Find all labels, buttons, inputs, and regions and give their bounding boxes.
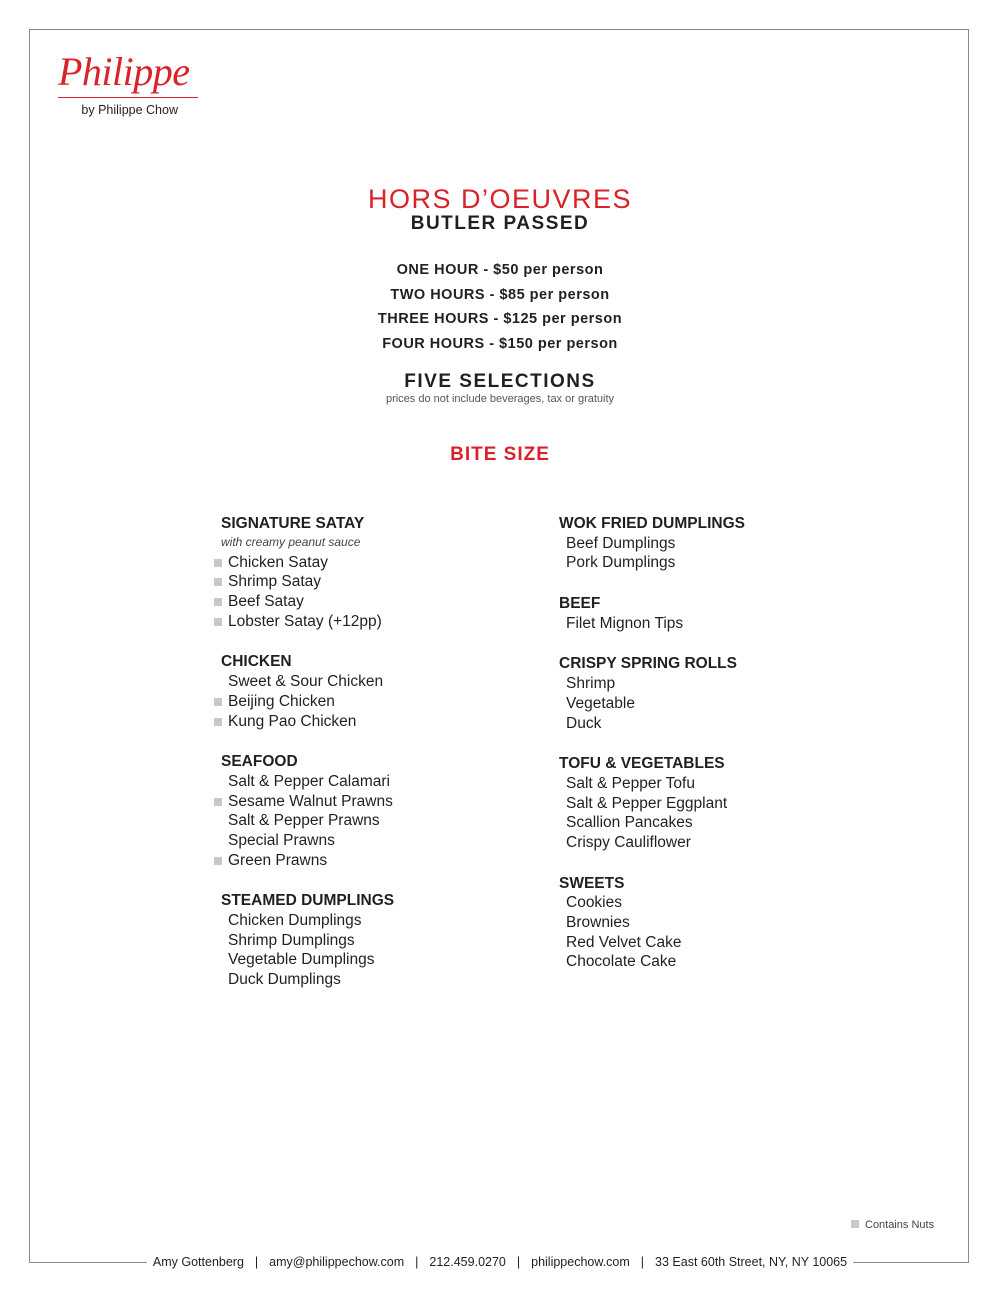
menu-item: [559, 614, 879, 634]
menu-item-label: Green Prawns: [228, 851, 328, 869]
menu-item: [221, 672, 541, 692]
price-line: FOUR HOURS - $150 per person: [382, 335, 618, 352]
contact-phone[interactable]: 212.459.0270: [429, 1255, 506, 1269]
menu-item: [221, 970, 541, 990]
menu-item: [559, 913, 879, 933]
menu-column-right: [559, 514, 879, 993]
menu-item: [559, 674, 879, 694]
menu-item-label: Crispy Cauliflower: [566, 833, 691, 851]
footer-separator: |: [640, 1255, 645, 1269]
page-subtitle: BUTLER PASSED: [410, 213, 590, 234]
menu-category: [559, 874, 879, 972]
menu-item-label: Sesame Walnut Prawns: [228, 792, 393, 810]
menu-item-label: Cookies: [566, 894, 622, 912]
menu-item-label: Salt & Pepper Eggplant: [566, 794, 728, 812]
menu-category: [221, 891, 541, 989]
menu-item: [559, 893, 879, 913]
menu-item: [221, 831, 541, 851]
nut-marker-icon: [214, 618, 222, 626]
selections-heading: FIVE SELECTIONS: [404, 371, 596, 392]
menu-item: [559, 694, 879, 714]
menu-item: [221, 592, 541, 612]
menu-category: [559, 514, 879, 573]
category-subtitle: with creamy peanut sauce: [221, 534, 361, 549]
contact-name: Amy Gottenberg: [152, 1255, 244, 1269]
menu-item-label: Scallion Pancakes: [566, 814, 693, 832]
menu-item-label: Shrimp: [566, 675, 616, 693]
menu-item-label: Beijing Chicken: [228, 692, 335, 710]
menu-item: [221, 811, 541, 831]
page-title: HORS D’OEUVRES: [367, 184, 633, 214]
pricing-note: prices do not include beverages, tax or gratuity: [385, 393, 615, 405]
nuts-legend: [851, 1219, 934, 1231]
menu-item-label: Chocolate Cake: [566, 953, 677, 971]
category-title: TOFU & VEGETABLES: [559, 755, 725, 773]
menu-item: [221, 553, 541, 573]
menu-item: [221, 911, 541, 931]
nut-marker-icon: [214, 598, 222, 606]
footer-separator: |: [516, 1255, 521, 1269]
menu-item-label: Salt & Pepper Prawns: [228, 812, 380, 830]
nut-marker-icon: [214, 698, 222, 706]
menu-item-label: Sweet & Sour Chicken: [228, 673, 384, 691]
menu-item: [559, 794, 879, 814]
menu-item-label: Shrimp Dumplings: [228, 931, 355, 949]
menu-item-label: Duck: [566, 714, 602, 732]
menu-item-label: Pork Dumplings: [566, 554, 676, 572]
category-title: CRISPY SPRING ROLLS: [559, 655, 737, 673]
menu-item-label: Beef Satay: [228, 593, 304, 611]
category-title: BEEF: [559, 595, 601, 613]
menu-category: [559, 594, 879, 633]
price-line: ONE HOUR - $50 per person: [396, 262, 604, 278]
menu-item: [559, 534, 879, 554]
menu-item-label: Red Velvet Cake: [566, 933, 682, 951]
footer-separator: |: [254, 1255, 259, 1269]
menu-item-label: Kung Pao Chicken: [228, 712, 357, 730]
menu-category: [559, 654, 879, 733]
menu-item-label: Chicken Dumplings: [228, 912, 362, 929]
menu-item-label: Vegetable Dumplings: [228, 951, 375, 969]
category-title: CHICKEN: [221, 653, 292, 671]
menu-category: [221, 514, 541, 631]
menu-item: [559, 553, 879, 573]
section-title: BITE SIZE: [450, 444, 550, 465]
nut-marker-icon: [214, 857, 222, 865]
logo-tagline: by Philippe Chow: [81, 103, 178, 117]
legend-label: Contains Nuts: [865, 1219, 935, 1231]
menu-category: [559, 754, 879, 852]
category-title: SEAFOOD: [221, 753, 298, 771]
price-line: TWO HOURS - $85 per person: [390, 286, 610, 303]
menu-item: [221, 612, 541, 632]
nut-marker-icon: [214, 578, 222, 586]
menu-column-left: [221, 514, 541, 1011]
nut-marker-icon: [214, 718, 222, 726]
menu-category: [221, 652, 541, 731]
category-title: SIGNATURE SATAY: [221, 515, 365, 532]
menu-item: [221, 692, 541, 712]
menu-item-label: Shrimp Satay: [228, 573, 322, 591]
menu-item: [221, 712, 541, 732]
menu-item: [559, 933, 879, 953]
contact-address: 33 East 60th Street, NY, NY 10065: [655, 1255, 848, 1269]
category-title: WOK FRIED DUMPLINGS: [559, 515, 745, 532]
menu-item: [221, 792, 541, 812]
menu-item: [221, 931, 541, 951]
menu-item: [559, 813, 879, 833]
nut-marker-icon: [214, 559, 222, 567]
menu-item-label: Salt & Pepper Calamari: [228, 772, 390, 790]
menu-item-label: Beef Dumplings: [566, 534, 676, 552]
footer-separator: |: [415, 1255, 419, 1269]
category-title: SWEETS: [559, 874, 625, 892]
brand-logo: [58, 50, 200, 117]
menu-item-label: Special Prawns: [228, 831, 335, 849]
nut-marker-icon: [214, 798, 222, 806]
menu-item-label: Chicken Satay: [228, 553, 328, 571]
pricing-list: [0, 258, 1000, 356]
menu-item-label: Salt & Pepper Tofu: [566, 774, 695, 792]
category-title: STEAMED DUMPLINGS: [221, 892, 395, 910]
menu-item: [221, 772, 541, 792]
nut-marker-icon: [851, 1220, 859, 1228]
menu-item: [559, 833, 879, 853]
menu-item-label: Brownies: [566, 914, 630, 931]
menu-category: [221, 752, 541, 870]
menu-item-label: Duck Dumplings: [228, 971, 341, 989]
menu-item: [221, 851, 541, 871]
contact-website[interactable]: philippechow.com: [531, 1255, 630, 1269]
menu-item-label: Vegetable: [566, 694, 635, 712]
menu-item: [221, 950, 541, 970]
contact-email[interactable]: amy@philippechow.com: [269, 1255, 405, 1269]
price-line: THREE HOURS - $125 per person: [377, 311, 623, 328]
logo-script: Philippe: [58, 50, 198, 98]
menu-item-label: Lobster Satay (+12pp): [228, 612, 382, 630]
menu-item: [221, 572, 541, 592]
menu-item: [559, 714, 879, 734]
menu-item: [559, 774, 879, 794]
menu-item-label: Filet Mignon Tips: [566, 614, 684, 632]
menu-item: [559, 952, 879, 972]
footer-contact: [147, 1255, 853, 1269]
footer: [0, 1255, 1000, 1269]
